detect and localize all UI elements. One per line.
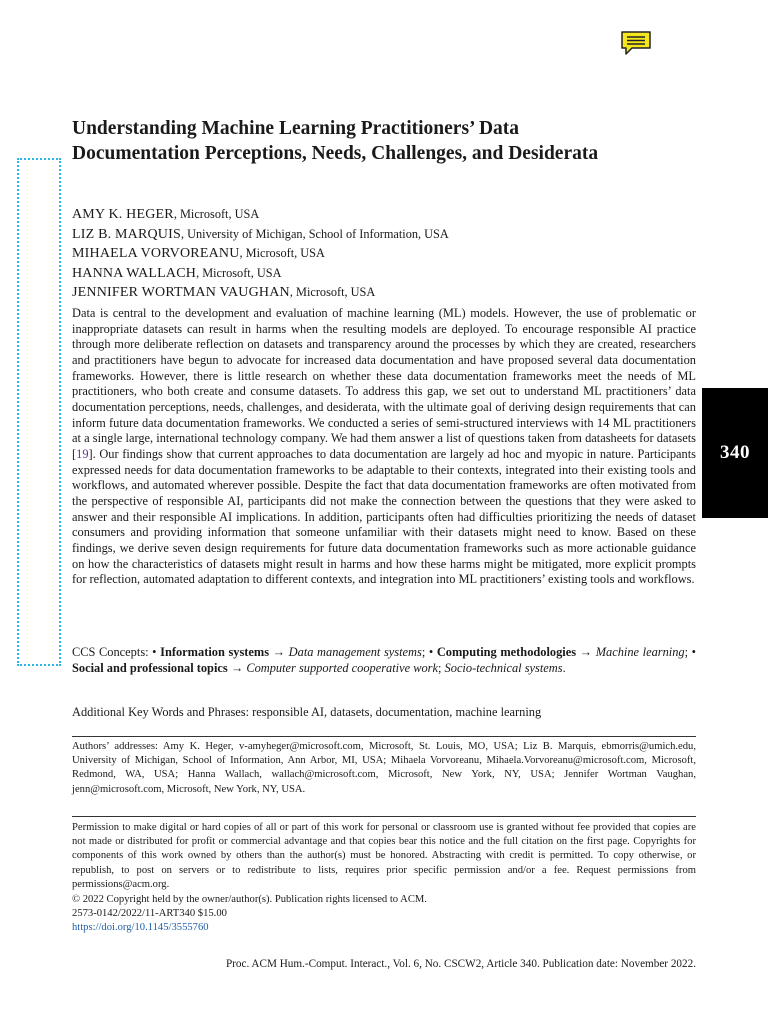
author-affiliation: , University of Michigan, School of Information, USA: [180, 226, 449, 241]
citation-link[interactable]: 19: [76, 446, 89, 461]
permission-notice: Permission to make digital or hard copies of all or part of this work for personal or classroom use is granted without fee provided that copies are not made or distributed for profit or commercial advantage and that copies bear this notice and the full citation on the first page. Copyrights for components of this work owned by others than the author(s) must be honored. Abstracting with credit is permitted. To copy otherwise, or republish, to post on servers or to redistribute to lists, requires prior specific permission and/or a fee. Request permissions from permissions@acm.org.: [72, 822, 696, 890]
keywords: Additional Key Words and Phrases: responsible AI, datasets, documentation, machine learning: [72, 705, 542, 719]
author-name: HANNA WALLACH: [72, 265, 197, 281]
page-footer: Proc. ACM Hum.-Comput. Interact., Vol. 6, No. CSCW2, Article 340. Publication date: November 2022.: [225, 958, 696, 970]
copyright-line: © 2022 Copyright held by the owner/author(s). Publication rights licensed to ACM.: [72, 894, 427, 905]
ccs-arrow: →: [576, 645, 596, 659]
author-affiliation: , Microsoft, USA: [196, 265, 282, 280]
paper-title: Understanding Machine Learning Practitioners’ Data Documentation Perceptions, Needs, Challenges, and Desiderata: [72, 118, 599, 164]
ccs-arrow: →: [269, 645, 289, 659]
ccs-subconcept: Computer supported cooperative work: [246, 661, 438, 675]
author-line: [72, 225, 692, 245]
ccs-separator: ; •: [684, 645, 697, 659]
author-name: JENNIFER WORTMAN VAUGHAN: [72, 285, 290, 300]
ccs-end: .: [562, 661, 566, 675]
annotation-selection-box[interactable]: [17, 158, 61, 666]
article-number-tab: [702, 388, 768, 518]
footnote-divider: [72, 816, 696, 817]
doi-link[interactable]: https://doi.org/10.1145/3555760: [72, 922, 209, 933]
author-list: [72, 205, 692, 303]
author-affiliation: , Microsoft, USA: [173, 207, 260, 221]
author-line: [72, 283, 692, 303]
ccs-subconcept: Socio-technical systems: [444, 661, 563, 675]
ccs-arrow: →: [227, 661, 247, 675]
ccs-concept: Information systems: [160, 645, 270, 659]
abstract: [72, 306, 696, 588]
author-name: AMY K. HEGER: [72, 207, 174, 222]
abstract-text: Data is central to the development and evaluation of machine learning (ML) models. However, the use of problematic or inappropriate datasets can result in harms when the resulting models are deployed. To encourage responsible AI practice through more deliberate reflection on datasets and transparency around the processes by which they are created, researchers and practitioners have begun to advocate for increased data documentation and have proposed several data documentation frameworks. However, there is little research on whether these data documentation frameworks meet the needs of ML practitioners, who both create and consume datasets. To address this gap, we set out to understand ML practitioners’ data documentation perceptions, needs, challenges, and desiderata, with the ultimate goal of deriving design requirements that can inform future data documentation frameworks. We conducted a series of semi-structured interviews with 14 ML practitioners at a single large, international technology company. We had them answer a list of questions taken from datasheets for datasets [: [72, 306, 696, 461]
ccs-separator: ; •: [421, 645, 437, 659]
ccs-separator: ;: [438, 661, 445, 675]
ccs-concept: Social and professional topics: [72, 661, 228, 675]
comment-icon[interactable]: [620, 30, 652, 56]
author-line: [72, 205, 692, 225]
ccs-concept: Computing methodologies: [436, 645, 577, 659]
issn-line: 2573-0142/2022/11-ART340 $15.00: [72, 908, 227, 919]
ccs-label: CCS Concepts: •: [72, 645, 161, 659]
article-number: 340: [720, 442, 750, 463]
ccs-subconcept: Machine learning: [595, 645, 685, 659]
author-line: [72, 244, 692, 264]
author-affiliation: , Microsoft, USA: [239, 246, 325, 260]
footnote-divider: [72, 736, 696, 737]
author-name: LIZ B. MARQUIS: [72, 226, 181, 242]
author-line: [72, 264, 692, 284]
abstract-text: ]. Our findings show that current approaches to data documentation are largely ad hoc and myopic in nature. Participants expressed needs for data documentation frameworks to be adaptable to their contexts, integrated into their existing tools and workflows, and automated wherever possible. Despite the fact that data documentation frameworks are often motivated from the perspective of responsible AI, participants did not make the connection between the questions that they were asked to answer and their responsible AI implications. In addition, participants often had difficulties prioritizing the needs of dataset consumers and providing information that someone unfamiliar with their datasets might need to know. Based on these findings, we derive seven design requirements for future data documentation frameworks such as more actionable guidance on how the characteristics of datasets might result in harms and how these harms might be mitigated, more explicit prompts for reflection, automated adaptation to different contexts, and integration into ML practitioners’ existing tools and workflows.: [72, 446, 696, 587]
author-addresses: Authors’ addresses: Amy K. Heger, v-amyheger@microsoft.com, Microsoft, St. Louis, MO, USA; Liz B. Marquis, ebmorris@umich.edu, University of Michigan, School of Information, Ann Arbor, MI, USA; Mihaela Vorvoreanu, Mihaela.Vorvoreanu@microsoft.com, Microsoft, Redmond, WA, USA; Hanna Wallach, wallach@microsoft.com, Microsoft, New York, NY, USA; Jennifer Wortman Vaughan, jenn@microsoft.com, Microsoft, New York, NY, USA.: [72, 741, 696, 795]
author-name: MIHAELA VORVOREANU: [72, 246, 240, 261]
ccs-concepts: [72, 644, 696, 676]
ccs-subconcept: Data management systems: [288, 645, 422, 659]
author-affiliation: , Microsoft, USA: [289, 285, 376, 299]
